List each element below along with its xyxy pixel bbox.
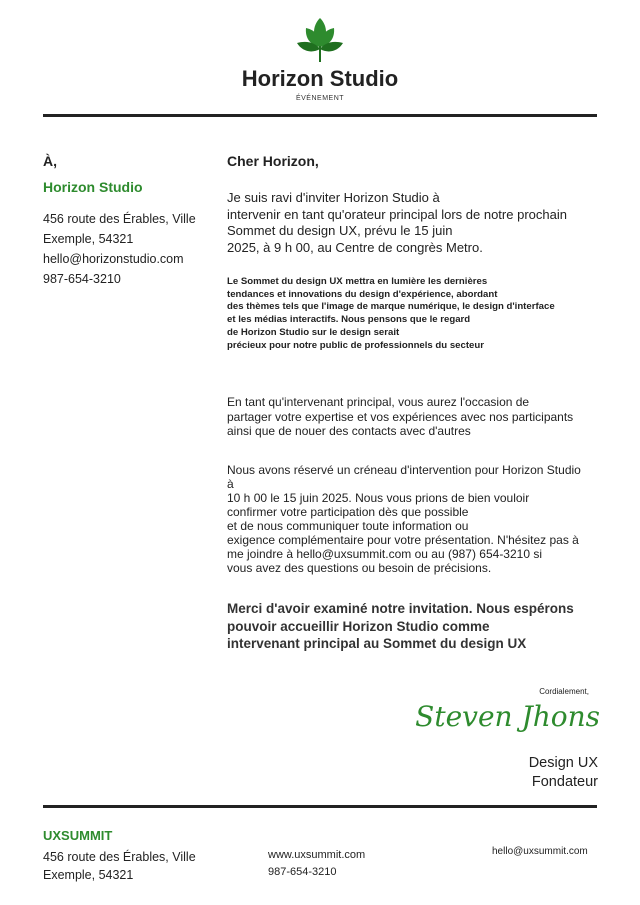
footer-email[interactable]: hello@uxsummit.com [492,846,588,857]
letter-greeting: Cher Horizon, [227,153,319,169]
recipient-to-label: À, [43,153,57,169]
company-subtitle: ÉVÉNEMENT [295,95,345,102]
footer-brand: UXSUMMIT [43,828,113,843]
letter-paragraph-2: Le Sommet du design UX mettra en lumière les dernières tendances et innovations du design d'expérience, abordant des thèmes tels que l'image de marque numérique, le design d'interface et les médias interactifs. Nous pensons que le regard de Horizon Studio sur le design serait précieux pour notre public de professionnels du secteur [227,276,555,351]
recipient-address: 456 route des Érables, Ville Exemple, 54321 [43,212,196,246]
letter-paragraph-4: Nous avons réservé un créneau d'intervention pour Horizon Studio à 10 h 00 le 15 juin 2025. Nous vous prions de bien vouloir confirmer votre participation dès que possible et de nous communiquer toute information ou exigence complémentaire pour votre présentation. N'hésitez pas à me joindre à hello@uxsummit.com ou au (987) 654-3210 si vous avez des questions ou besoin de précisions. [227,463,581,575]
recipient-name: Horizon Studio [43,179,143,195]
closing-regards: Cordialement, [539,687,589,696]
company-name: Horizon Studio [241,66,399,91]
letter-paragraph-5: Merci d'avoir examiné notre invitation. Nous espérons pouvoir accueillir Horizon Studio comme intervenant principal au Sommet du design UX [227,601,574,651]
signature: Steven Jhons [415,700,600,733]
letter-paragraph-3: En tant qu'intervenant principal, vous aurez l'occasion de partager votre expertise et vos expériences avec nos participants ainsi que de nouer des contacts avec d'autres [227,395,574,438]
signer-title: Design UX Fondateur [528,755,598,790]
letter-paragraph-1: Je suis ravi d'inviter Horizon Studio à intervenir en tant qu'orateur principal lors de notre prochain Sommet du design UX, prévu le 15 juin 2025, à 9 h 00, au Centre de congrès Metro. [227,190,567,255]
footer-website[interactable]: www.uxsummit.com [268,849,366,861]
footer-phone: 987-654-3210 [268,866,337,878]
header-divider [43,114,597,117]
recipient-email: hello@horizonstudio.com [43,252,184,266]
footer-contact [268,847,365,881]
recipient-contact [43,209,218,289]
footer-address: 456 route des Érables, Ville Exemple, 54321 [43,850,196,882]
footer-divider [43,805,597,808]
leaf-logo-icon [295,16,345,64]
recipient-phone: 987-654-3210 [43,272,121,286]
